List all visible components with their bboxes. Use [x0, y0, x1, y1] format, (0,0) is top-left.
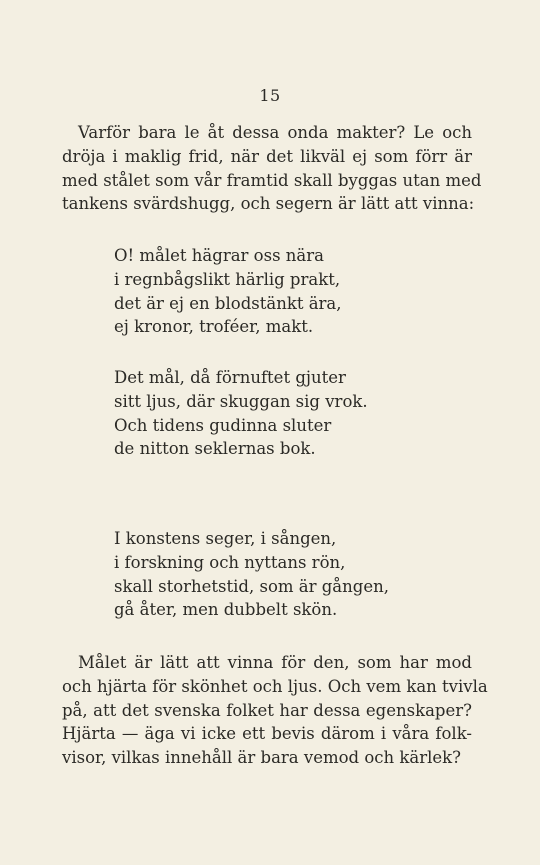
- poem-stanza-2: [114, 366, 368, 461]
- verse-line: i forskning och nyttans rön,: [114, 552, 346, 572]
- intro-paragraph: [62, 121, 482, 216]
- text-line: dröja i maklig frid, när det likväl ej som förr är: [62, 146, 472, 166]
- text-line: Hjärta — äga vi icke ett bevis därom i våra folk-: [62, 724, 472, 744]
- verse-line: det är ej en blodstänkt ära,: [114, 293, 342, 313]
- verse-line: O! målet hägrar oss nära: [114, 246, 324, 265]
- verse-line: i regnbågslikt härlig prakt,: [114, 269, 341, 289]
- verse-line: Och tidens gudinna sluter: [114, 415, 332, 435]
- text-line: tankens svärdshugg, och segern är lätt att vinna:: [62, 194, 475, 214]
- text-line: Varför bara le åt dessa onda makter? Le och: [78, 123, 472, 142]
- verse-line: de nitton seklernas bok.: [114, 439, 316, 459]
- verse-line: I konstens seger, i sången,: [114, 529, 337, 548]
- verse-line: Det mål, då förnuftet gjuter: [114, 368, 346, 387]
- verse-line: skall storhetstid, som är gången,: [114, 576, 389, 596]
- poem-stanza-3: [114, 527, 389, 622]
- text-line: på, att det svenska folket har dessa egenskaper?: [62, 700, 472, 720]
- verse-line: ej kronor, troféer, makt.: [114, 317, 314, 337]
- text-line: Målet är lätt att vinna för den, som har mod: [78, 653, 472, 672]
- text-line: visor, vilkas innehåll är bara vemod och kärlek?: [62, 748, 462, 768]
- closing-paragraph: [62, 651, 488, 770]
- page-number: 15: [259, 86, 281, 105]
- text-line: och hjärta för skönhet och ljus. Och vem kan tvivla: [62, 676, 488, 696]
- verse-line: sitt ljus, där skuggan sig vrok.: [114, 391, 368, 411]
- verse-line: gå åter, men dubbelt skön.: [114, 600, 338, 620]
- text-line: med stålet som vår framtid skall byggas utan med: [62, 170, 482, 190]
- poem-stanza-1: [114, 244, 342, 339]
